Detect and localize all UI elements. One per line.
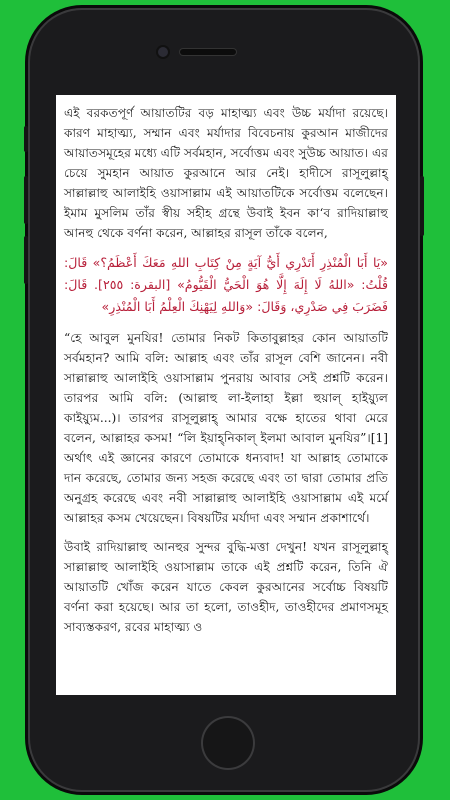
paragraph-translation: “হে আবুল মুনযির! তোমার নিকট কিতাবুল্লাহর কোন আয়াতটি সর্বমহান? আমি বলি: আল্লাহ এবং তাঁর রাসূল বেশি জানেন। নবী সাল্লাল্লাহু আলাইহি ওয়াসাল্লাম পুনরায় আবার সেই প্রশ্নটি করেন। তারপর আমি বলি: (আল্লাহু লা-ইলাহা ইল্লা হুয়াল্ হাইয়্যুল কাইয়্যুম...)। তারপর রাসূলুল্লাহ্‌ আমার বক্ষে হাতের থাবা মেরে বলেন, আল্লাহর কসম! “লি ইয়াহ্‌নিকাল্ ইলমা আবাল মুনযির”।[1] অর্থাৎ এই জ্ঞানের কারণে তোমাকে ধন্যবাদ! যা আল্লাহ তোমাকে দান করেছে, তোমার জন্য সহজ করেছে এবং তা দ্বারা তোমার প্রতি অনুগ্রহ করেছে এবং নবী সাল্লাল্লাহু আলাইহি ওয়াসাল্লাম এই মর্মে আল্লাহর কসম খেয়েছেন। বিষয়টির মর্যাদা এবং সম্মান প্রকাশার্থে। [64, 331, 388, 525]
home-button[interactable] [203, 718, 253, 768]
paragraph-intro: এই বরকতপূর্ণ আয়াতটির বড় মাহাত্ম্য এবং উচ্চ মর্যাদা রয়েছে। কারণ মাহাত্ম্য, সম্মান এবং মর্যাদার বিবেচনায় কুরআন মাজীদের আয়াতসমূহের মধ্যে এটি সর্বমহান, সর্বোত্তম এবং সুউচ্চ আয়াত। এর চেয়ে সুমহান আয়াত কুরআনে আর নেই। হাদীসে রাসূলুল্লাহ্‌ সাল্লাল্লাহু আলাইহি ওয়াসাল্লাম এই আয়াতটিকে সর্বোত্তম বলেছেন। ইমাম মুসলিম তাঁর স্বীয় সহীহ গ্রন্থে উবাই ইবন কা‘ব রাদিয়াল্লাহু আনহু থেকে বর্ণনা করেন, আল্লাহর রাসূল তাঁকে বলেন, [64, 106, 388, 240]
front-camera [158, 47, 168, 57]
article-content [56, 95, 396, 637]
volume-up-button [24, 176, 28, 224]
volume-down-button [24, 236, 28, 284]
arabic-hadith-text: «يَا أَبَا الْمُنْذِرِ أَتَدْرِي أَيُّ آيَةٍ مِنْ كِتَابِ اللهِ مَعَكَ أَعْظَمُ؟» قَالَ: قُلْتُ: «اللهُ لَا إِلَهَ إِلَّا هُوَ الْحَيُّ الْقَيُّومُ» [البقرة: ٢٥٥]. قَالَ: فَضَرَبَ فِي صَدْرِي، وَقَالَ: «وَاللهِ لِيَهْنِكَ الْعِلْمُ أَبَا الْمُنْذِرِ» [64, 255, 388, 314]
earpiece-speaker [180, 49, 236, 55]
paragraph-commentary: উবাই রাদিয়াল্লাহু আনহুর সুন্দর বুদ্ধি-মত্তা দেখুন! যখন রাসূলুল্লাহ্‌ সাল্লাল্লাহু আলাইহি ওয়াসাল্লাম তাকে এই প্রশ্নটি করেন, তিনি ঐ আয়াতটি খোঁজ করেন যাতে কেবল কুরআনের সর্বোচ্চ বিষয়টি বর্ণনা করা হয়েছে। আর তা হলো, তাওহীদ, তাওহীদের প্রমাণসমূহ সাব্যস্তকরণ, রবের মাহাত্ম্য ও [64, 540, 388, 634]
power-button [420, 176, 424, 236]
reader-screen[interactable] [56, 95, 396, 695]
mute-switch [24, 126, 28, 152]
